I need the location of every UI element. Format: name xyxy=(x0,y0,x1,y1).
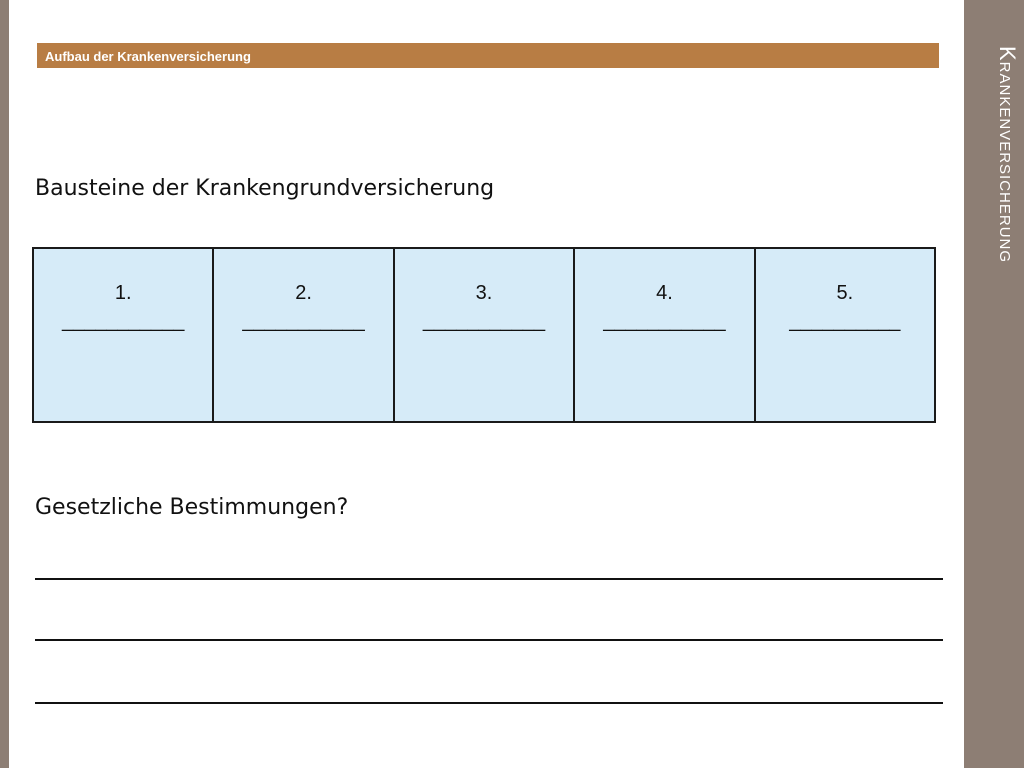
answer-line-1 xyxy=(35,578,943,580)
side-title: Krankenversicherung xyxy=(995,46,1020,264)
block-blank-line: ___________ xyxy=(242,310,365,332)
block-blank-line: ___________ xyxy=(422,310,546,332)
building-block-3 xyxy=(395,249,575,421)
left-decor-strip xyxy=(0,0,9,768)
answer-line-2 xyxy=(35,639,943,641)
block-blank-line: __________ xyxy=(789,310,901,332)
header-bar-title: Aufbau der Krankenversicherung xyxy=(45,49,251,64)
block-number: 3. xyxy=(475,282,493,304)
side-title-container xyxy=(964,46,1024,326)
answer-line-3 xyxy=(35,702,943,704)
block-number: 2. xyxy=(295,282,312,304)
building-block-2 xyxy=(214,249,394,421)
block-number: 1. xyxy=(114,282,132,304)
block-blank-line: ___________ xyxy=(603,310,726,332)
building-blocks-table xyxy=(32,247,936,423)
section-heading-bestimmungen: Gesetzliche Bestimmungen? xyxy=(35,495,349,520)
building-block-4 xyxy=(575,249,755,421)
block-number: 4. xyxy=(656,282,673,304)
header-bar xyxy=(37,43,939,68)
building-block-5 xyxy=(756,249,934,421)
building-block-1 xyxy=(34,249,214,421)
block-blank-line: ___________ xyxy=(62,310,185,332)
block-number: 5. xyxy=(836,282,854,304)
section-heading-bausteine: Bausteine der Krankengrundversicherung xyxy=(35,176,495,201)
